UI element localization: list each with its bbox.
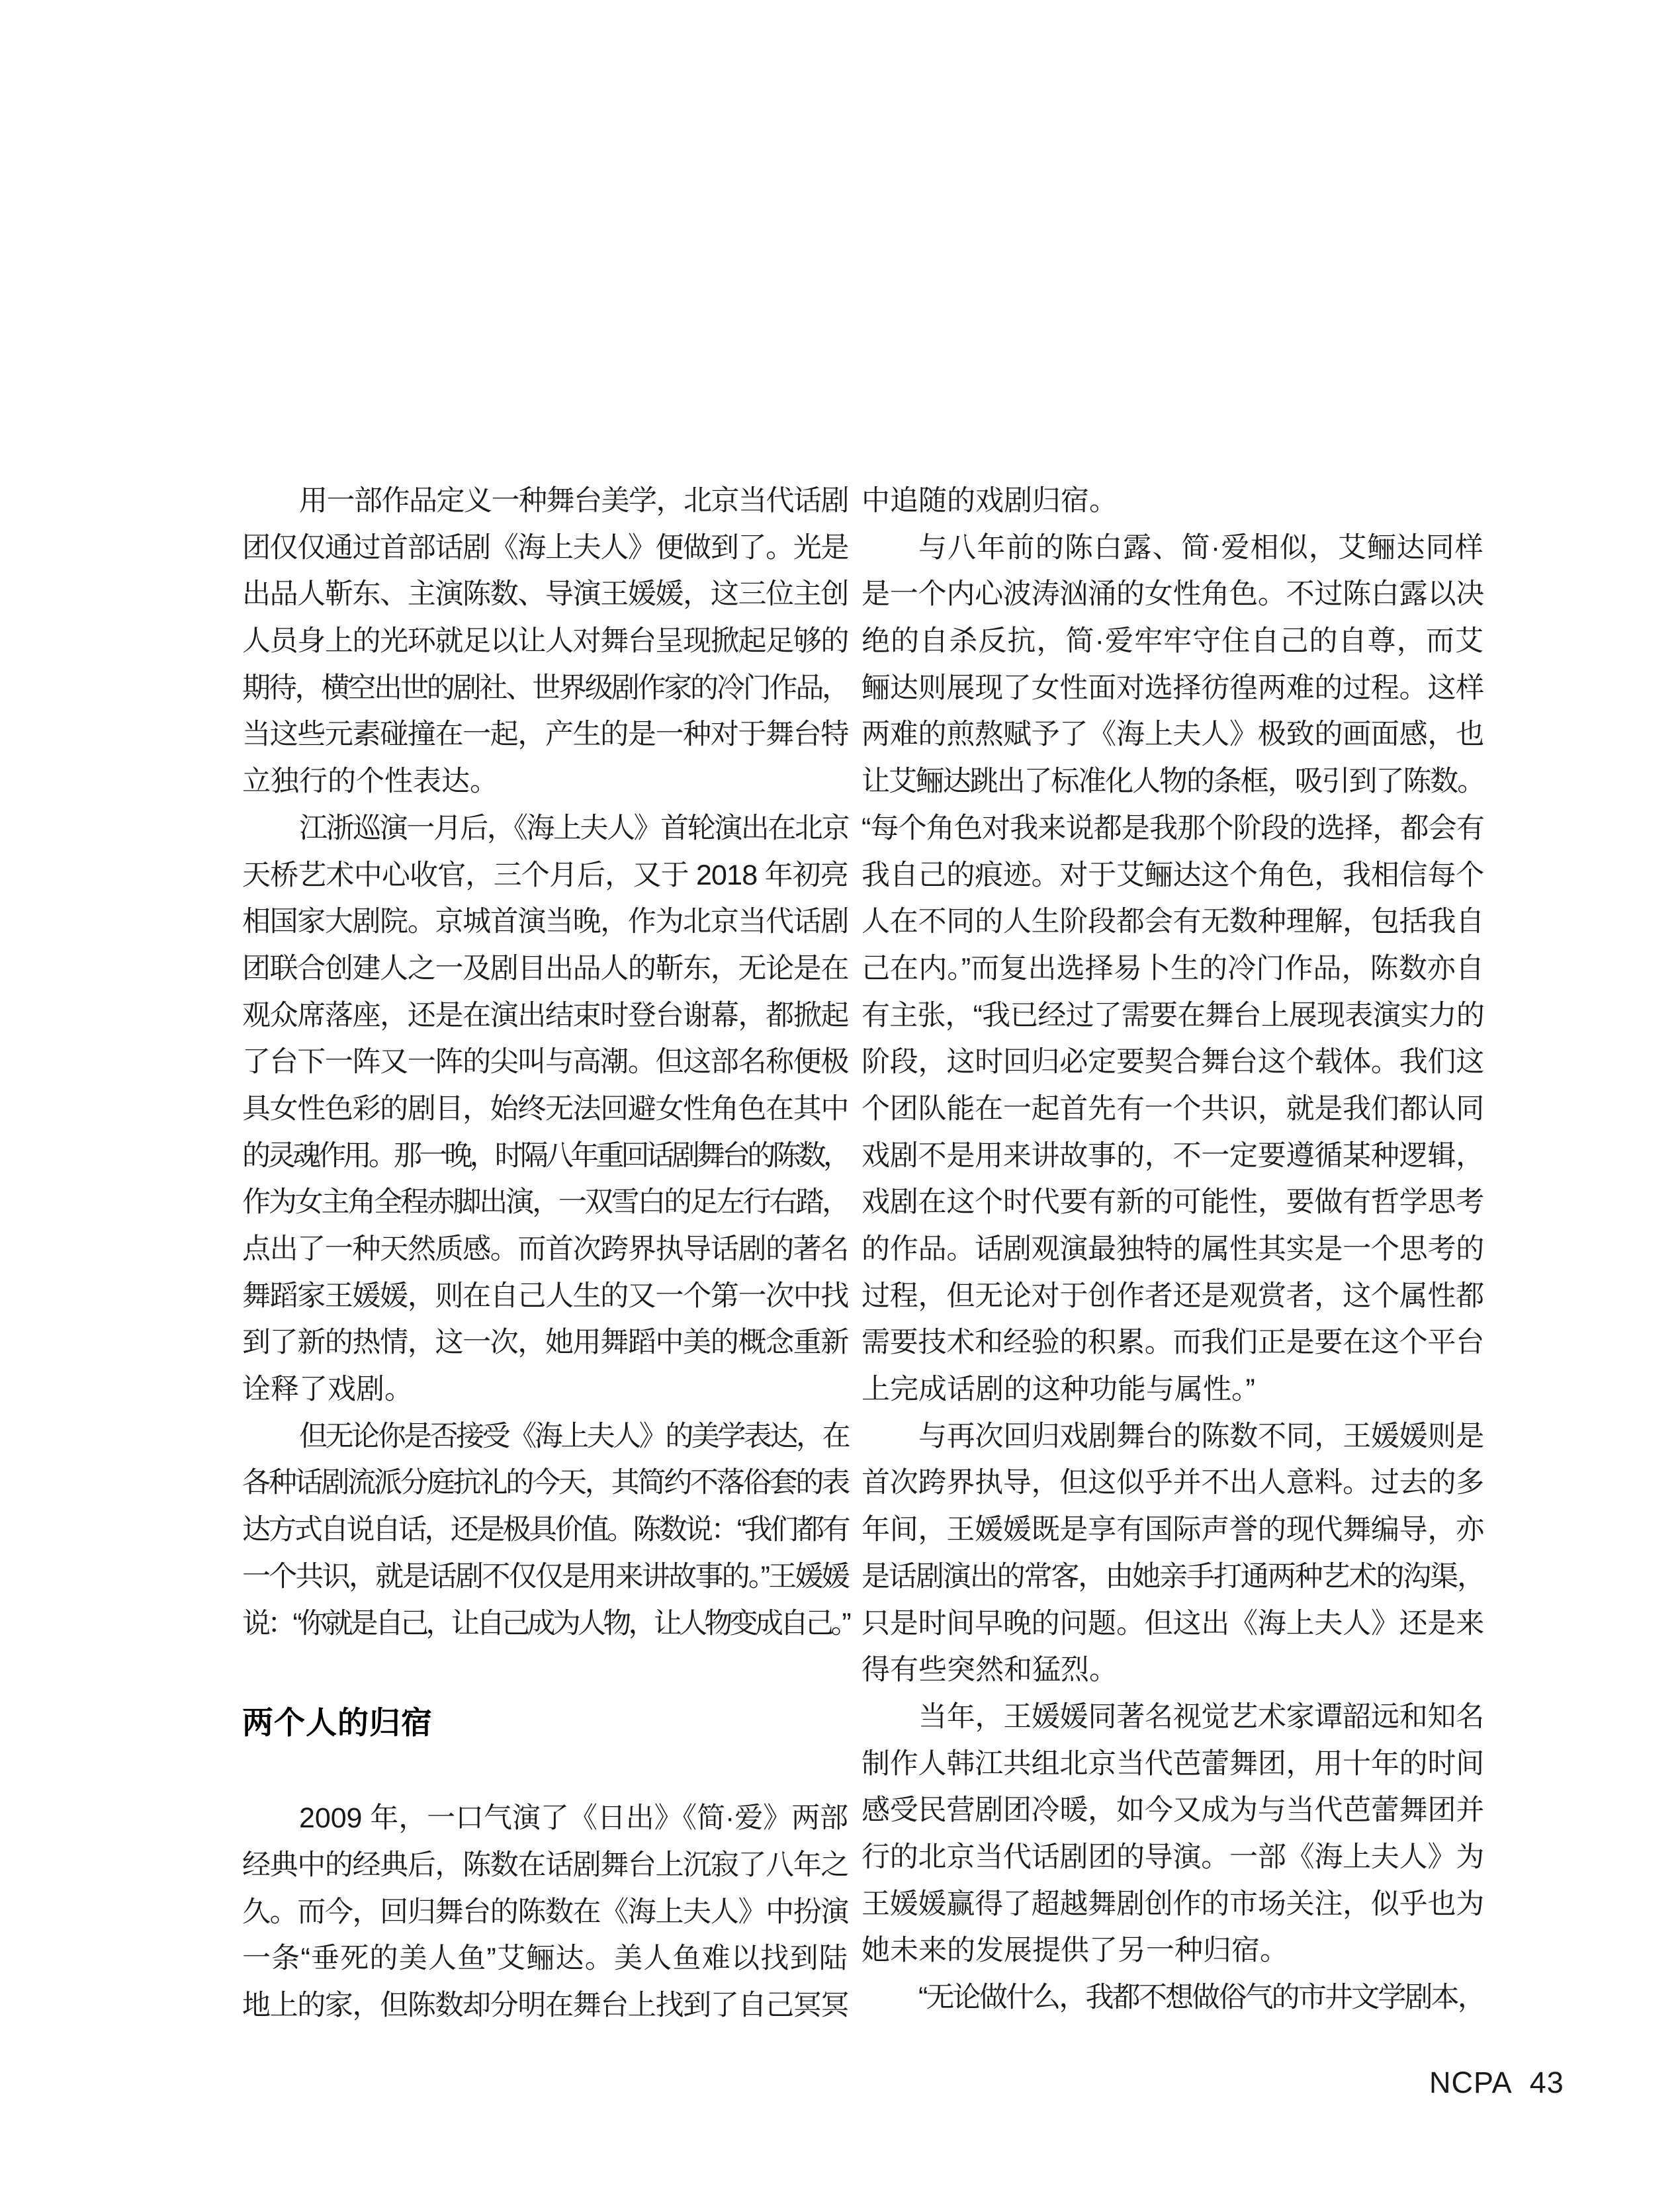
text-line: 但无论你是否接受《海上夫人》的美学表达，在 [299,1420,848,1452]
paragraph [862,478,1484,525]
text-line: 她未来的发展提供了另一种归宿。 [862,1935,1288,1967]
text-line: 是一个内心波涛汹涌的女性角色。不过陈白露以决 [862,578,1484,611]
text-line: 说：“你就是自己，让自己成为人物，让人物变成自己。” [242,1607,848,1640]
text-line: 用一部作品定义一种舞台美学，北京当代话剧 [299,485,848,517]
text-line: 感受民营剧团冷暖，如今又成为与当代芭蕾舞团并 [862,1794,1484,1827]
text-line: 达方式自说自话，还是极具价值。陈数说：“我们都有 [242,1514,848,1546]
text-line: 王媛媛赢得了超越舞剧创作的市场关注，似乎也为 [862,1888,1484,1920]
text-line: 戏剧不是用来讲故事的，不一定要遵循某种逻辑， [862,1139,1484,1172]
text-line: 两难的煎熬赋予了《海上夫人》极致的画面感，也 [862,719,1484,751]
text-line: 戏剧在这个时代要有新的可能性，要做有哲学思考 [862,1186,1484,1219]
text-line: 天桥艺术中心收官，三个月后，又于 2018 年初亮 [242,859,848,891]
section-heading: 两个人的归宿 [242,1705,433,1741]
text-line: 有主张，“我已经过了需要在舞台上展现表演实力的 [862,999,1484,1031]
text-line: 上完成话剧的这种功能与属性。” [862,1374,1255,1406]
page-number: 43 [1529,2066,1564,2099]
text-line: 了台下一阵又一阵的尖叫与高潮。但这部名称便极 [242,1046,848,1078]
text-line: 作为女主角全程赤脚出演，一双雪白的足左行右踏， [242,1186,848,1219]
text-line: 鲡达则展现了女性面对选择彷徨两难的过程。这样 [862,672,1484,704]
article-column-right [862,478,1484,2021]
text-line: 人员身上的光环就足以让人对舞台呈现掀起足够的 [242,625,848,658]
text-line: 当年，王媛媛同著名视觉艺术家谭韶远和知名 [918,1700,1484,1733]
text-line: 舞蹈家王媛媛，则在自己人生的又一个第一次中找 [242,1280,848,1312]
text-line: 与再次回归戏剧舞台的陈数不同，王媛媛则是 [918,1420,1484,1452]
text-line: 经典中的经典后，陈数在话剧舞台上沉寂了八年之 [242,1849,848,1881]
text-line: 的作品。话剧观演最独特的属性其实是一个思考的 [862,1233,1484,1265]
journal-abbrev: NCPA [1429,2066,1513,2099]
text-line: 年间，王媛媛既是享有国际声誉的现代舞编导，亦 [862,1514,1484,1546]
paragraph [242,1413,848,1647]
text-line: “每个角色对我来说都是我那个阶段的选择，都会有 [862,812,1484,844]
paragraph [862,1974,1484,2021]
text-line: 团联合创建人之一及剧目出品人的靳东，无论是在 [242,952,848,985]
page-footer [1429,2066,1564,2100]
paragraph [242,1795,848,2029]
text-line: 出品人靳东、主演陈数、导演王媛媛，这三位主创 [242,578,848,611]
text-line: 行的北京当代话剧团的导演。一部《海上夫人》为 [862,1841,1484,1873]
text-line: 只是时间早晚的问题。但这出《海上夫人》还是来 [862,1607,1484,1640]
text-line: 团仅仅通过首部话剧《海上夫人》便做到了。光是 [242,531,848,564]
text-line: 一个共识，就是话剧不仅仅是用来讲故事的。”王媛媛 [242,1560,848,1593]
paragraph [242,478,848,805]
text-line: 各种话剧流派分庭抗礼的今天，其简约不落俗套的表 [242,1467,848,1499]
text-line: 阶段，这时回归必定要契合舞台这个载体。我们这 [862,1046,1484,1078]
text-line: 诠释了戏剧。 [242,1374,413,1406]
text-line: “无论做什么，我都不想做俗气的市井文学剧本， [918,1982,1484,2013]
text-line: 的灵魂作用。那一晚，时隔八年重回话剧舞台的陈数， [242,1139,848,1172]
text-line: 到了新的热情，这一次，她用舞蹈中美的概念重新 [242,1327,848,1359]
text-line: 江浙巡演一月后，《海上夫人》首轮演出在北京 [299,812,848,844]
text-line: 让艾鲡达跳出了标准化人物的条框，吸引到了陈数。 [862,766,1484,798]
text-line: 2009 年，一口气演了《日出》《简·爱》两部 [299,1802,848,1835]
text-line: 得有些突然和猛烈。 [862,1654,1118,1686]
text-line: 点出了一种天然质感。而首次跨界执导话剧的著名 [242,1233,848,1265]
text-line: 一条“垂死的美人鱼”艾鲡达。美人鱼难以找到陆 [242,1943,848,1975]
text-line: 过程，但无论对于创作者还是观赏者，这个属性都 [862,1280,1484,1312]
paragraph [862,525,1484,1413]
article-column-left [242,478,848,2029]
text-line: 个团队能在一起首先有一个共识，就是我们都认同 [862,1092,1484,1125]
text-line: 人在不同的人生阶段都会有无数种理解，包括我自 [862,906,1484,938]
text-line: 需要技术和经验的积累。而我们正是要在这个平台 [862,1327,1484,1359]
paragraph [242,805,848,1413]
text-line: 是话剧演出的常客，由她亲手打通两种艺术的沟渠， [862,1560,1484,1593]
paragraph [862,1694,1484,1974]
text-line: 制作人韩江共组北京当代芭蕾舞团，用十年的时间 [862,1747,1484,1780]
text-line: 己在内。”而复出选择易卜生的冷门作品，陈数亦自 [862,952,1484,985]
text-line: 期待，横空出世的剧社、世界级剧作家的冷门作品， [242,672,848,704]
text-line: 相国家大剧院。京城首演当晚，作为北京当代话剧 [242,906,848,938]
text-line: 地上的家，但陈数却分明在舞台上找到了自己冥冥 [242,1989,848,2021]
paragraph [862,1413,1484,1694]
text-line: 立独行的个性表达。 [242,766,498,798]
text-line: 观众席落座，还是在演出结束时登台谢幕，都掀起 [242,999,848,1031]
text-line: 我自己的痕迹。对于艾鲡达这个角色，我相信每个 [862,859,1484,891]
text-line: 当这些元素碰撞在一起，产生的是一种对于舞台特 [242,719,848,751]
text-line: 与八年前的陈白露、简·爱相似，艾鲡达同样 [918,531,1484,564]
text-line: 绝的自杀反抗，简·爱牢牢守住自己的自尊，而艾 [862,625,1484,658]
text-line: 中追随的戏剧归宿。 [862,485,1118,517]
text-line: 首次跨界执导，但这似乎并不出人意料。过去的多 [862,1467,1484,1499]
text-line: 久。而今，回归舞台的陈数在《海上夫人》中扮演 [242,1896,848,1928]
text-line: 具女性色彩的剧目，始终无法回避女性角色在其中 [242,1092,848,1125]
